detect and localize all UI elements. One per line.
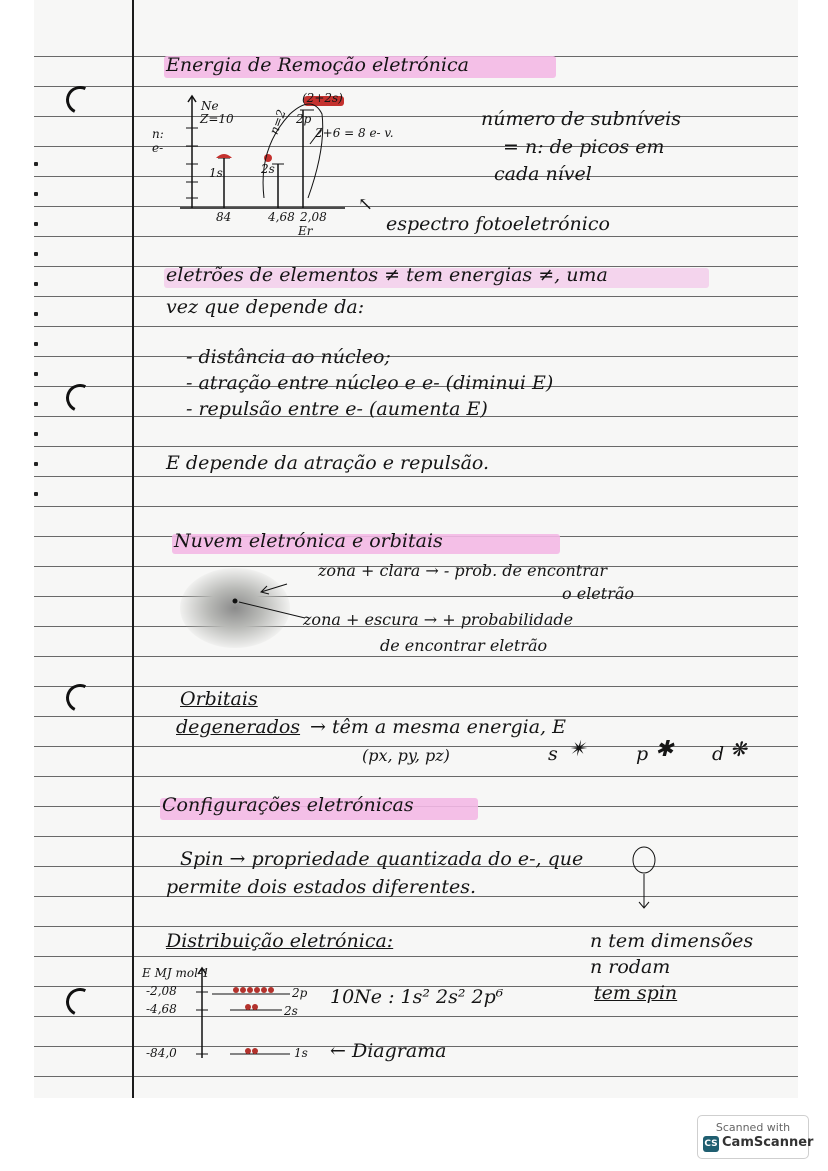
clear-zone-2: o eletrão [562,584,635,603]
spin-arrow [630,842,660,914]
graph-top-label: (2+2s) [302,91,343,105]
photoelectron-spectrum-graph [140,88,380,248]
eletroes-line-2: vez que depende da: [166,296,365,318]
note-nivel: cada nível [494,163,592,185]
margin-dot [34,162,38,166]
orbital-property-2: n rodam [590,956,671,978]
ruled-line [34,86,798,87]
spin-line-1: Spin → propriedade quantizada do e-, que [180,848,584,870]
degenerados-definition: → têm a mesma energia, E [310,716,566,738]
arrow-icon: ↖ [358,194,374,215]
note-subniveis: número de subníveis [481,108,682,130]
ruled-line [34,506,798,507]
orbital-d-label: d [712,743,725,765]
graph-tick-4-68: 4,68 [268,210,295,224]
ruled-line [34,356,798,357]
heading-nuvem: Nuvem eletrónica e orbitais [174,530,443,552]
ruled-line [34,926,798,927]
camscanner-badge [697,1115,814,1159]
ruled-line [34,1076,798,1077]
orbital-property-3: tem spin [594,982,678,1004]
margin-dot [34,282,38,286]
eletroes-line-1: eletrões de elementos ≠ tem energias ≠, uma [166,264,608,286]
degenerados-example: (px, py, pz) [362,746,450,765]
dark-zone-2: de encontrar eletrão [380,636,548,655]
degenerados-label: degenerados [176,716,301,738]
margin-dot [34,342,38,346]
level-value-1s: -84,0 [146,1046,177,1060]
ruled-line [34,476,798,477]
level-label-2p: 2p [292,986,308,1000]
orbital-d-icon: ❋ [730,737,747,761]
graph-peak-1s: 1s [209,166,223,180]
bullet-atracao: - atração entre núcleo e e- (diminui E) [186,372,554,394]
ruled-line [34,956,798,957]
graph-n2-label: n=2 [266,107,289,137]
level-value-2p: -2,08 [146,984,177,998]
graph-atomic-number: Z=10 [200,112,234,126]
graph-peak-2s: 2s [261,162,275,176]
diagram-label: ← Diagrama [330,1040,447,1062]
margin-dot [34,222,38,226]
ruled-line [34,596,798,597]
margin-dot [34,402,38,406]
diagram-axis-label: E MJ mol-1 [142,966,210,980]
level-label-1s: 1s [294,1046,308,1060]
margin-dot [34,372,38,376]
graph-y-label-n: n: [152,127,164,141]
margin-dot [34,432,38,436]
orbital-p-label: p [636,743,649,765]
note-picos: = n: de picos em [503,136,665,158]
bullet-distancia: - distância ao núcleo; [186,346,391,368]
orbital-property-1: n tem dimensões [590,930,754,952]
margin-dot [34,192,38,196]
level-value-2s: -4,68 [146,1002,177,1016]
ruled-line [34,686,798,687]
margin-dot [34,462,38,466]
camscanner-name: CamScanner [722,1135,814,1150]
orbital-s-label: s [548,743,558,765]
neon-configuration: 10Ne : 1s² 2s² 2p⁶ [330,986,504,1008]
dark-zone-1: zona + escura → + probabilidade [303,610,574,629]
heading-energia: Energia de Remoção eletrónica [166,54,469,76]
margin-dot [34,252,38,256]
spin-line-2: permite dois estados diferentes. [166,876,477,898]
camscanner-logo-icon: CS [703,1136,719,1152]
ruled-line [34,656,798,657]
margin-line [132,0,134,1098]
graph-tick-84: 84 [216,210,232,224]
heading-orbitais: Orbitais [180,688,258,710]
orbital-s-icon: ✴ [568,737,587,762]
heading-config: Configurações eletrónicas [162,794,414,816]
ruled-line [34,326,798,327]
graph-peak-2p: 2p [296,112,312,126]
ruled-line [34,296,798,297]
graph-tick-2-08: 2,08 [300,210,327,224]
level-label-2s: 2s [284,1004,298,1018]
graph-y-label-e: e- [152,141,164,155]
ruled-line [34,836,798,837]
margin-dot [34,492,38,496]
ruled-line [34,776,798,777]
graph-valence-annotation: 2+6 = 8 e- v. [315,126,394,140]
distribuicao-label: Distribuição eletrónica: [166,930,394,952]
clear-zone-1: zona + clara → - prob. de encontrar [318,561,608,580]
scanned-with-text: Scanned with [715,1121,791,1134]
bullet-repulsao: - repulsão entre e- (aumenta E) [186,398,488,420]
orbital-p-icon: ✱ [655,737,674,762]
eletroes-conclusion: E depende da atração e repulsão. [166,452,490,474]
ruled-line [34,446,798,447]
graph-element: Ne [201,99,219,113]
margin-dot [34,312,38,316]
spectrum-label: espectro fotoeletrónico [386,213,610,235]
graph-x-axis-label: Er [298,224,313,238]
